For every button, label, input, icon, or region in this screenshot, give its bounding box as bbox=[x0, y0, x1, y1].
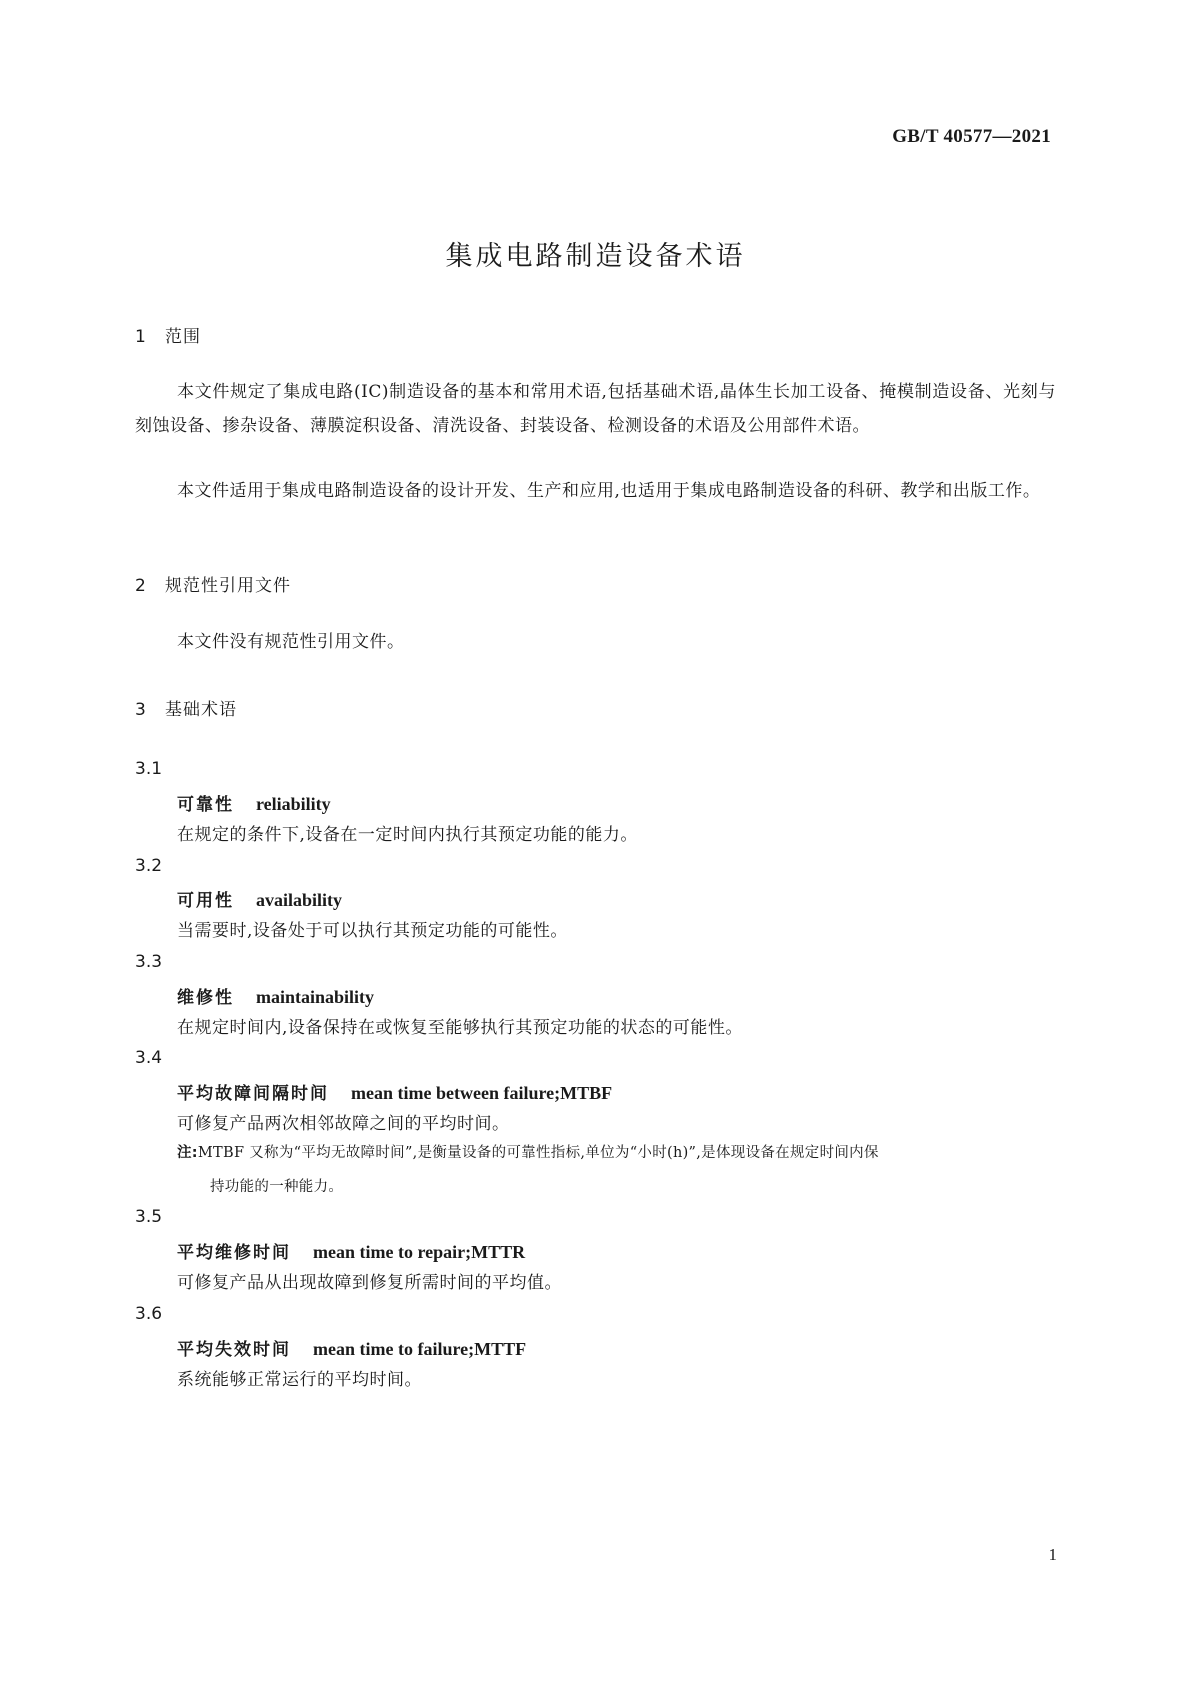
section-1-heading bbox=[135, 322, 201, 347]
term-english: reliability bbox=[256, 794, 331, 814]
term-number: 3.2 bbox=[135, 856, 163, 876]
term-english: mean time to repair;MTTR bbox=[313, 1242, 526, 1262]
document-title: 集成电路制造设备术语 bbox=[445, 241, 746, 272]
section-2-heading bbox=[135, 571, 291, 596]
term-note bbox=[177, 1136, 1057, 1204]
term-definition: 可修复产品两次相邻故障之间的平均时间。 bbox=[177, 1114, 510, 1134]
term-definition: 系统能够正常运行的平均时间。 bbox=[177, 1370, 422, 1390]
note-label: 注: bbox=[177, 1145, 198, 1161]
term-chinese: 平均失效时间 bbox=[177, 1340, 291, 1360]
page-number: 1 bbox=[1048, 1545, 1057, 1564]
section-title: 范围 bbox=[165, 327, 201, 347]
section-3-heading bbox=[135, 695, 237, 720]
term-number: 3.1 bbox=[135, 759, 163, 779]
standard-code: GB/T 40577—2021 bbox=[892, 126, 1051, 147]
section-number: 1 bbox=[135, 327, 147, 347]
term-number: 3.5 bbox=[135, 1207, 163, 1227]
section-1-paragraph-1: 本文件规定了集成电路(IC)制造设备的基本和常用术语,包括基础术语,晶体生长加工设备、掩模制造设备、光刻与刻蚀设备、掺杂设备、薄膜淀积设备、清洗设备、封装设备、检测设备的术语及公用部件术语。 bbox=[135, 382, 1056, 436]
term-heading bbox=[177, 1079, 612, 1104]
term-definition: 在规定的条件下,设备在一定时间内执行其预定功能的能力。 bbox=[177, 825, 638, 845]
term-heading bbox=[177, 1238, 525, 1263]
term-definition: 可修复产品从出现故障到修复所需时间的平均值。 bbox=[177, 1273, 562, 1293]
term-english: mean time between failure;MTBF bbox=[351, 1083, 613, 1103]
term-chinese: 可靠性 bbox=[177, 795, 234, 815]
term-english: mean time to failure;MTTF bbox=[313, 1339, 527, 1359]
note-text: MTBF 又称为“平均无故障时间”,是衡量设备的可靠性指标,单位为“小时(h)”,是体现设备在规定时间内保 bbox=[197, 1145, 879, 1161]
term-number: 3.4 bbox=[135, 1048, 163, 1068]
term-definition: 在规定时间内,设备保持在或恢复至能够执行其预定功能的状态的可能性。 bbox=[177, 1018, 743, 1038]
section-number: 3 bbox=[135, 700, 147, 720]
term-heading bbox=[177, 790, 331, 815]
section-title: 基础术语 bbox=[165, 700, 237, 720]
note-text-continued: 持功能的一种能力。 bbox=[210, 1179, 344, 1195]
term-number: 3.3 bbox=[135, 952, 163, 972]
term-chinese: 平均故障间隔时间 bbox=[177, 1084, 329, 1104]
term-heading bbox=[177, 983, 374, 1008]
term-number: 3.6 bbox=[135, 1304, 163, 1324]
term-heading bbox=[177, 886, 342, 911]
section-2-paragraph-1: 本文件没有规范性引用文件。 bbox=[177, 632, 405, 652]
section-number: 2 bbox=[135, 576, 147, 596]
term-english: maintainability bbox=[256, 987, 375, 1007]
term-heading bbox=[177, 1335, 526, 1360]
term-chinese: 可用性 bbox=[177, 891, 234, 911]
term-definition: 当需要时,设备处于可以执行其预定功能的可能性。 bbox=[177, 921, 568, 941]
term-chinese: 平均维修时间 bbox=[177, 1243, 291, 1263]
term-chinese: 维修性 bbox=[177, 988, 234, 1008]
term-english: availability bbox=[256, 890, 343, 910]
section-title: 规范性引用文件 bbox=[165, 576, 291, 596]
section-1-paragraph-2: 本文件适用于集成电路制造设备的设计开发、生产和应用,也适用于集成电路制造设备的科研、教学和出版工作。 bbox=[177, 481, 1041, 501]
